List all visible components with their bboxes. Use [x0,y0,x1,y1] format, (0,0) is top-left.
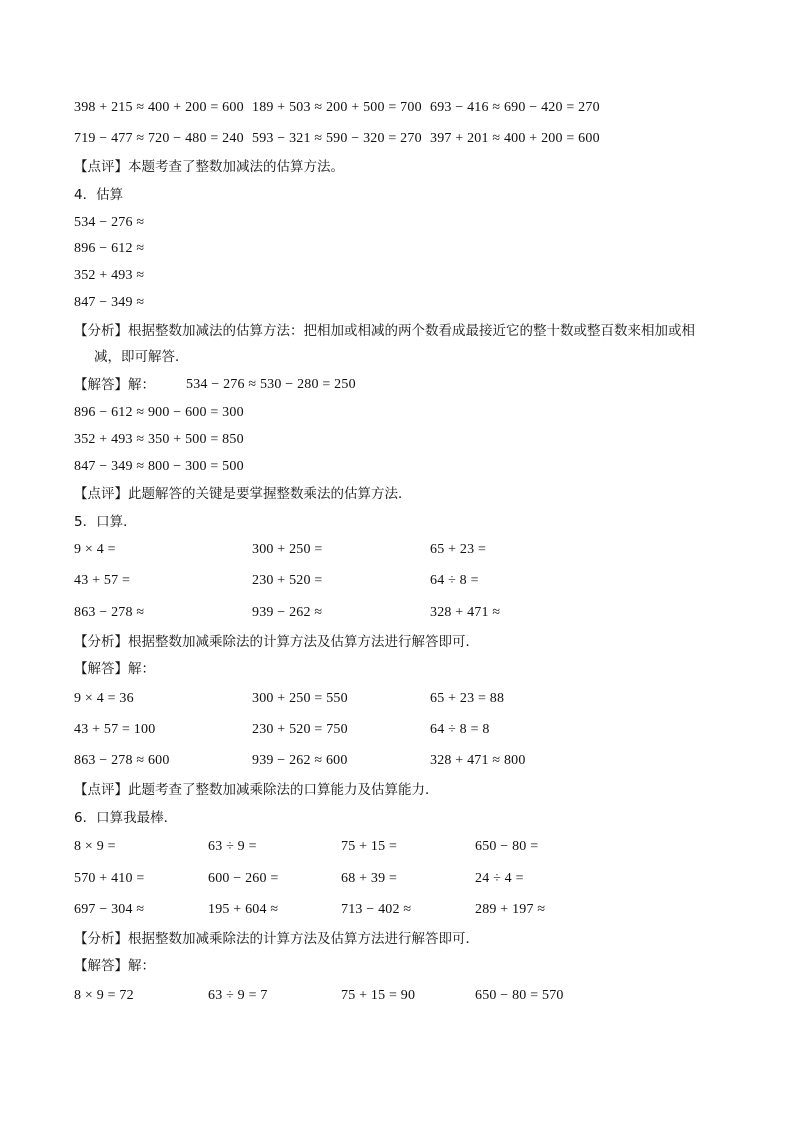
answer-expression: 64 ÷ 8 = 8 [430,722,490,737]
analysis-text: 【分析】根据整数加减法的估算方法：把相加或相减的两个数看成最接近它的整十数或整百数来相加或相 [74,323,695,339]
math-row [0,600,794,626]
exercise-expression: 697 − 304 ≈ [74,902,145,917]
math-row [0,210,794,236]
estimate-expression: 189 + 503 ≈ 200 + 500 = 700 [252,100,422,115]
question-6-title: 6．口算我最棒． [74,810,178,826]
answer-expression: 650 − 80 = 570 [475,988,564,1003]
answer-expression: 43 + 57 = 100 [74,722,156,737]
math-row [0,454,794,480]
math-row [0,568,794,594]
math-row [0,748,794,774]
comment-text: 【点评】本题考查了整数加减法的估算方法。 [74,159,344,175]
math-row [0,236,794,262]
math-row [0,897,794,923]
math-row [0,717,794,743]
answer-expression: 9 × 4 = 36 [74,691,134,706]
math-row [0,983,794,1009]
answer-expression: 328 + 471 ≈ 800 [430,753,526,768]
answer-expression: 863 − 278 ≈ 600 [74,753,170,768]
exercise-expression: 63 ÷ 9 = [208,839,257,854]
analysis-text: 【分析】根据整数加减乘除法的计算方法及估算方法进行解答即可． [74,634,479,650]
solution-line [0,953,794,979]
solution-expression: 534 − 276 ≈ 530 − 280 = 250 [186,377,356,392]
exercise-expression: 352 + 493 ≈ [74,268,145,283]
solution-expression: 352 + 493 ≈ 350 + 500 = 850 [74,432,244,447]
exercise-expression: 534 − 276 ≈ [74,215,145,230]
exercise-expression: 230 + 520 = [252,573,323,588]
math-row [0,686,794,712]
comment-text: 【点评】此题解答的关键是要掌握整数乘法的估算方法． [74,486,412,502]
estimate-expression: 397 + 201 ≈ 400 + 200 = 600 [430,131,600,146]
answer-expression: 300 + 250 = 550 [252,691,348,706]
comment-line [0,777,794,803]
question-4-title: 4．估算 [74,187,124,203]
math-row [0,537,794,563]
exercise-expression: 289 + 197 ≈ [475,902,546,917]
analysis-line [0,318,794,344]
estimate-expression: 693 − 416 ≈ 690 − 420 = 270 [430,100,600,115]
math-row [0,95,794,121]
estimate-expression: 398 + 215 ≈ 400 + 200 = 600 [74,100,244,115]
exercise-expression: 300 + 250 = [252,542,323,557]
solution-line [0,372,794,398]
answer-expression: 75 + 15 = 90 [341,988,416,1003]
math-row [0,400,794,426]
exercise-expression: 68 + 39 = [341,871,398,886]
analysis-text-continued: 减，即可解答． [94,349,189,365]
exercise-expression: 713 − 402 ≈ [341,902,412,917]
exercise-expression: 896 − 612 ≈ [74,241,145,256]
math-row [0,834,794,860]
answer-expression: 63 ÷ 9 = 7 [208,988,268,1003]
exercise-expression: 863 − 278 ≈ [74,605,145,620]
exercise-expression: 847 − 349 ≈ [74,295,145,310]
estimate-expression: 593 − 321 ≈ 590 − 320 = 270 [252,131,422,146]
answer-expression: 65 + 23 = 88 [430,691,505,706]
solution-label: 【解答】解： [74,377,155,393]
exercise-expression: 75 + 15 = [341,839,398,854]
exercise-expression: 650 − 80 = [475,839,539,854]
analysis-line [0,629,794,655]
math-row [0,290,794,316]
question-title [0,805,794,831]
exercise-expression: 195 + 604 ≈ [208,902,279,917]
comment-text: 【点评】此题考查了整数加减乘除法的口算能力及估算能力． [74,782,439,798]
exercise-expression: 570 + 410 = [74,871,145,886]
question-title [0,182,794,208]
analysis-line [0,344,794,370]
exercise-expression: 65 + 23 = [430,542,487,557]
solution-label: 【解答】解： [74,661,155,677]
exercise-expression: 8 × 9 = [74,839,116,854]
analysis-line [0,926,794,952]
solution-line [0,656,794,682]
question-5-title: 5．口算． [74,514,137,530]
math-row [0,866,794,892]
exercise-expression: 64 ÷ 8 = [430,573,479,588]
solution-expression: 847 − 349 ≈ 800 − 300 = 500 [74,459,244,474]
exercise-expression: 43 + 57 = [74,573,131,588]
exercise-expression: 9 × 4 = [74,542,116,557]
analysis-text: 【分析】根据整数加减乘除法的计算方法及估算方法进行解答即可． [74,931,479,947]
estimate-expression: 719 − 477 ≈ 720 − 480 = 240 [74,131,244,146]
exercise-expression: 600 − 260 = [208,871,279,886]
answer-expression: 939 − 262 ≈ 600 [252,753,348,768]
answer-expression: 230 + 520 = 750 [252,722,348,737]
exercise-expression: 939 − 262 ≈ [252,605,323,620]
exercise-expression: 24 ÷ 4 = [475,871,524,886]
exercise-expression: 328 + 471 ≈ [430,605,501,620]
question-title [0,509,794,535]
answer-expression: 8 × 9 = 72 [74,988,134,1003]
math-row [0,126,794,152]
comment-line [0,481,794,507]
solution-expression: 896 − 612 ≈ 900 − 600 = 300 [74,405,244,420]
math-row [0,427,794,453]
math-row [0,263,794,289]
solution-label: 【解答】解： [74,958,155,974]
comment-line [0,154,794,180]
